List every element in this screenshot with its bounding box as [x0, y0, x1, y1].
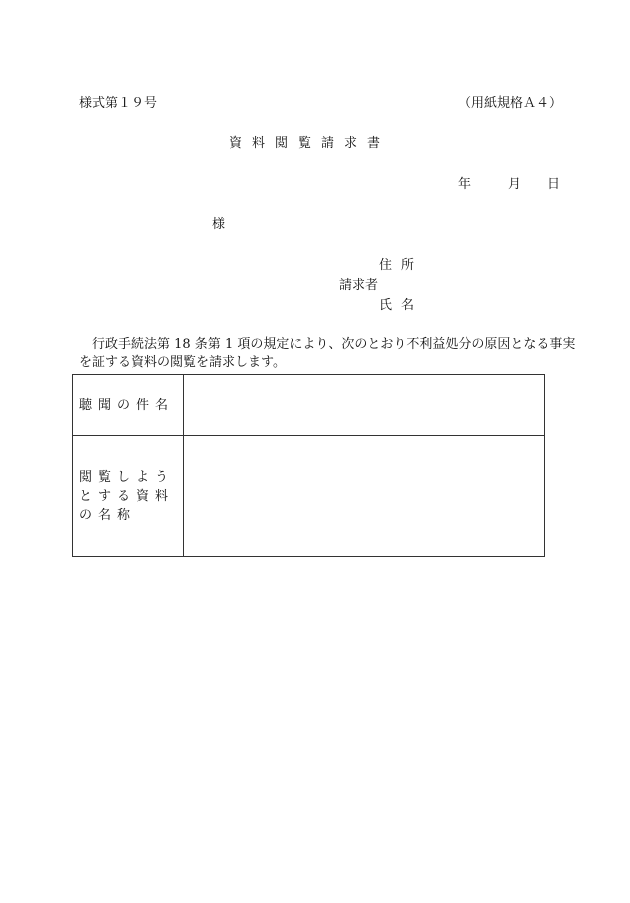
form-number: 様式第１９号	[79, 96, 158, 111]
requester-label: 請求者	[339, 278, 379, 293]
year-label: 年	[458, 177, 472, 192]
document-name-label: 閲覧しようとする資料の名称	[73, 436, 184, 557]
month-label: 月	[508, 177, 522, 192]
hearing-subject-label: 聴聞の件名	[73, 375, 184, 436]
body-paragraph	[79, 336, 579, 372]
paper-size-note: （用紙規格Ａ４）	[458, 96, 563, 111]
date-line	[458, 177, 560, 193]
document-name-field[interactable]	[184, 436, 545, 557]
body-text: 行政手続法第 18 条第 1 項の規定により、次のとおり不利益処分の原因となる事実を証する資料の閲覧を請求します。	[79, 337, 576, 370]
table-row	[73, 436, 545, 557]
addressee-suffix: 様	[212, 217, 226, 232]
table-row	[73, 375, 545, 436]
document-title: 資料閲覧請求書	[229, 136, 391, 151]
address-label: 住所	[379, 258, 424, 273]
name-label: 氏名	[379, 298, 424, 313]
day-label: 日	[547, 177, 561, 192]
hearing-subject-field[interactable]	[184, 375, 545, 436]
request-table	[72, 374, 545, 557]
